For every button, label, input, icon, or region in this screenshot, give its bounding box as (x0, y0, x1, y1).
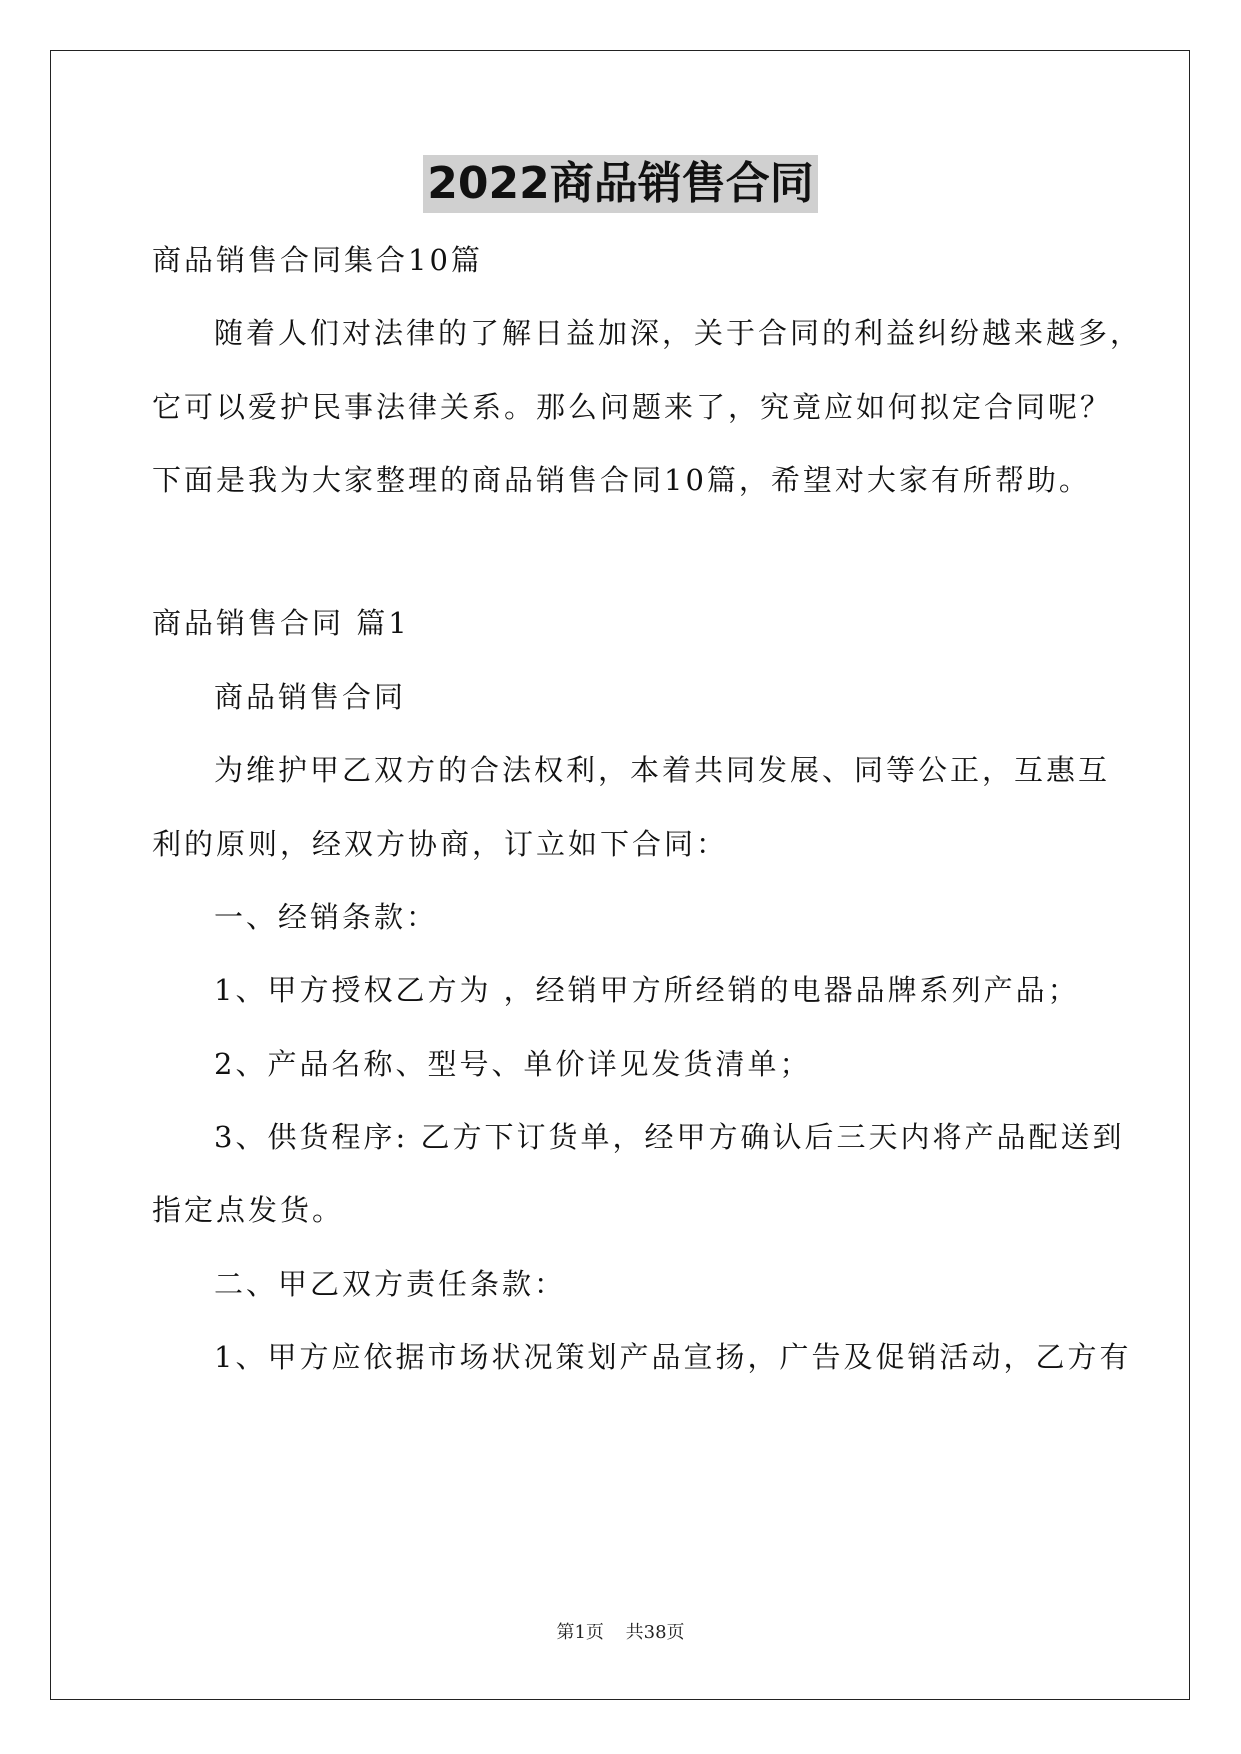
section-heading: 商品销售合同 篇1 (152, 606, 410, 640)
preamble-line-1: 为维护甲乙双方的合法权利，本着共同发展、同等公正，互惠互 (214, 753, 1111, 787)
clause1-item-1: 1、甲方授权乙方为 ，经销甲方所经销的电器品牌系列产品； (214, 973, 1080, 1007)
preamble-line-2: 利的原则，经双方协商，订立如下合同： (152, 827, 729, 861)
intro-line-2: 它可以爱护民事法律关系。那么问题来了，究竟应如何拟定合同呢？ (152, 390, 1113, 424)
clause2-heading: 二、甲乙双方责任条款： (214, 1267, 567, 1301)
page-footer (0, 1618, 1241, 1644)
page-number: 第1页 (556, 1622, 604, 1643)
clause1-heading: 一、经销条款： (214, 900, 439, 934)
document-title: 2022商品销售合同 (423, 155, 817, 213)
title-container (0, 155, 1241, 213)
clause1-item-3-cont: 指定点发货。 (152, 1193, 345, 1227)
page-total: 共38页 (625, 1622, 685, 1643)
contract-title: 商品销售合同 (214, 680, 407, 714)
document-subtitle: 商品销售合同集合10篇 (152, 243, 483, 277)
intro-line-1: 随着人们对法律的了解日益加深，关于合同的利益纠纷越来越多， (214, 316, 1143, 350)
clause2-item-1: 1、甲方应依据市场状况策划产品宣扬，广告及促销活动，乙方有 (214, 1340, 1132, 1374)
intro-line-3: 下面是我为大家整理的商品销售合同10篇，希望对大家有所帮助。 (152, 463, 1091, 497)
clause1-item-2: 2、产品名称、型号、单价详见发货清单； (214, 1047, 812, 1081)
clause1-item-3: 3、供货程序: 乙方下订货单，经甲方确认后三天内将产品配送到 (214, 1120, 1125, 1154)
page-border (50, 50, 1190, 1700)
